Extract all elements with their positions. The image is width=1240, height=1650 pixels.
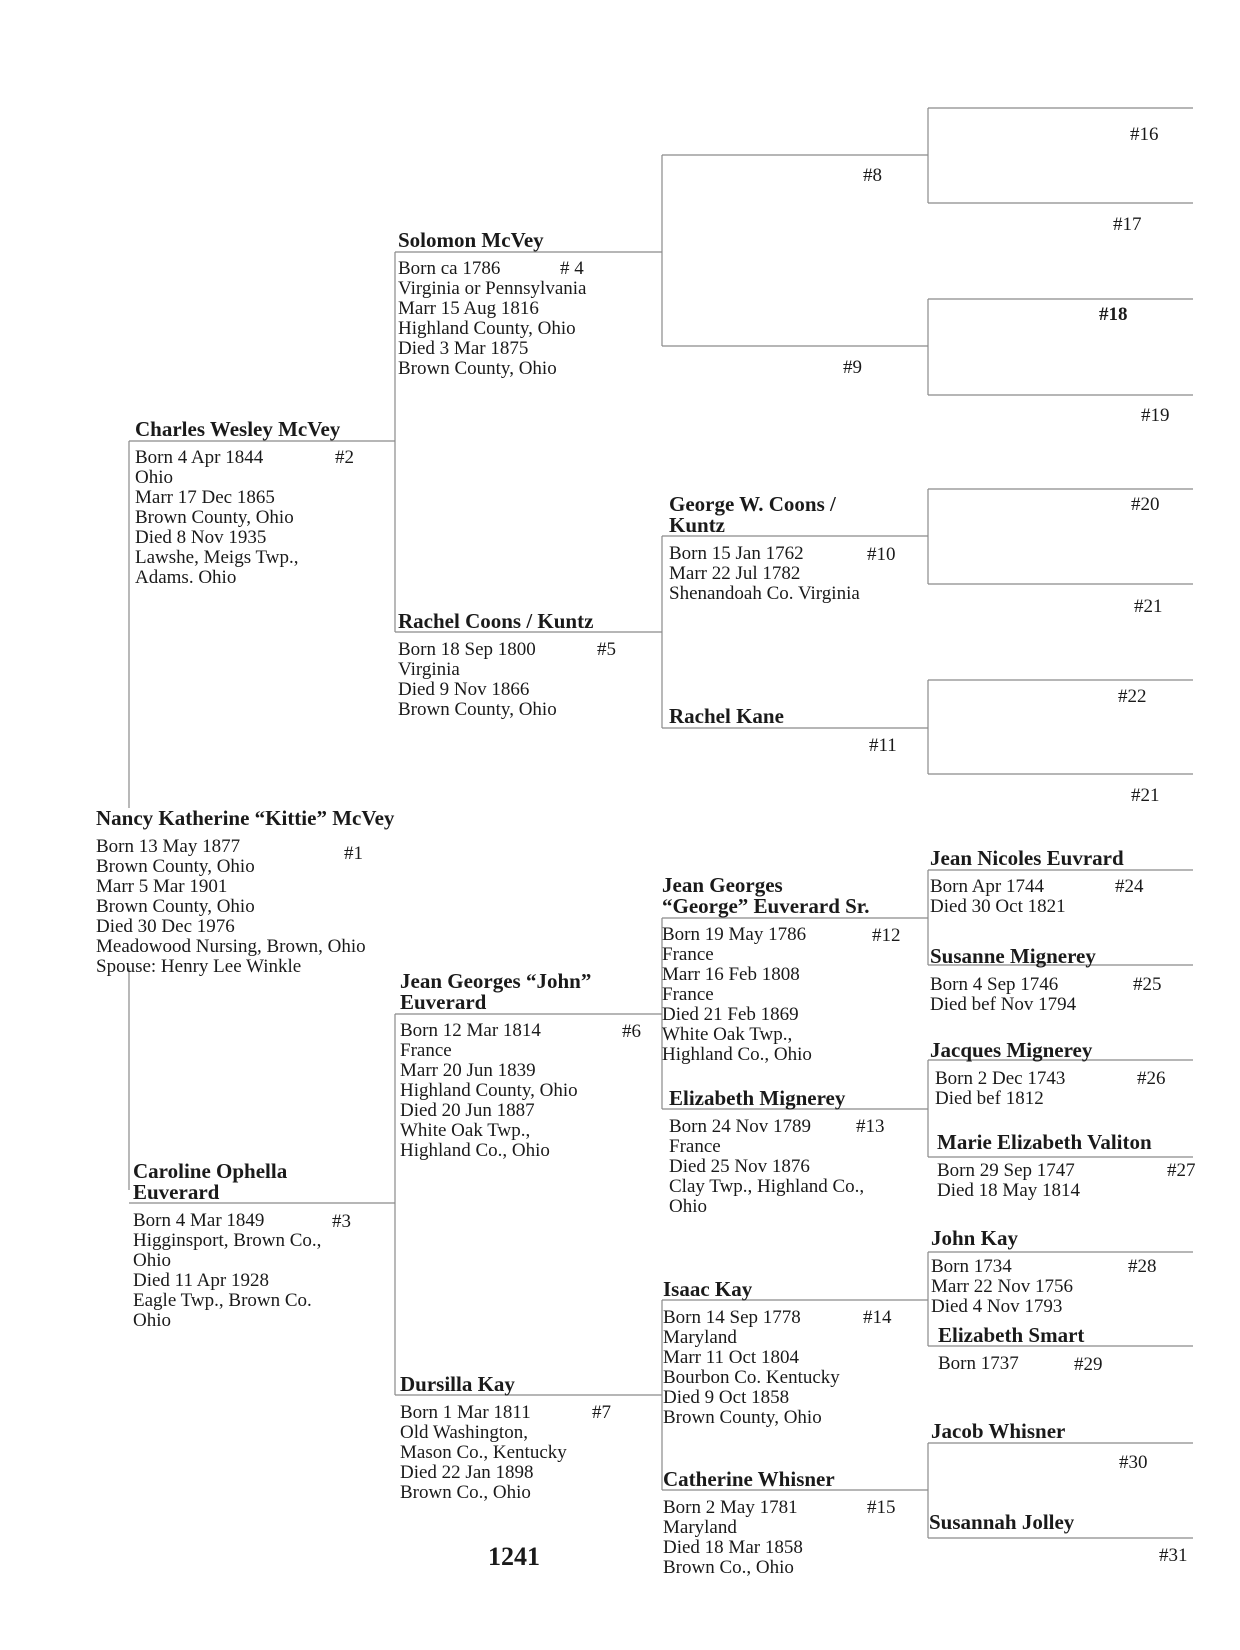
person-number: #10 [867,544,896,565]
detail-line: Bourbon Co. Kentucky [663,1367,840,1388]
person-name: Isaac Kay [663,1277,753,1301]
detail-line: Born 1737 [938,1353,1019,1374]
detail-line: Died 11 Apr 1928 [133,1270,269,1291]
person-number: #3 [332,1211,351,1232]
ancestor-number-19: #19 [1141,405,1170,426]
person-name: Rachel Kane [669,704,784,728]
person-number: #25 [1133,974,1162,995]
person-number: #27 [1167,1160,1196,1181]
detail-line: Maryland [663,1327,737,1348]
detail-line: Brown County, Ohio [398,358,557,379]
detail-line: Shenandoah Co. Virginia [669,583,860,604]
person-11 [669,704,897,756]
detail-line: Marr 22 Nov 1756 [931,1276,1073,1297]
person-number: #2 [335,447,354,468]
detail-line: Virginia or Pennsylvania [398,278,587,299]
detail-line: France [400,1040,452,1061]
person-number: #14 [863,1307,892,1328]
detail-line: Highland Co., Ohio [400,1140,550,1161]
detail-line: Brown County, Ohio [135,507,294,528]
detail-line: France [662,984,714,1005]
detail-line: Brown Co., Ohio [663,1557,794,1578]
detail-line: Highland County, Ohio [398,318,576,339]
detail-line: Born 1734 [931,1256,1012,1277]
detail-line: Marr 11 Oct 1804 [663,1347,799,1368]
person-number: #15 [867,1497,896,1518]
detail-line: Born 29 Sep 1747 [937,1160,1075,1181]
detail-line: Died 25 Nov 1876 [669,1156,810,1177]
detail-line: Ohio [669,1196,707,1217]
detail-line: Died 4 Nov 1793 [931,1296,1063,1317]
person-name: “George” Euverard Sr. [662,894,870,918]
person-number: #24 [1115,876,1144,897]
detail-line: Died 18 May 1814 [937,1180,1081,1201]
detail-line: Ohio [133,1250,171,1271]
detail-line: Died 30 Dec 1976 [96,916,235,937]
detail-line: Died 18 Mar 1858 [663,1537,803,1558]
person-26 [930,1038,1166,1109]
person-name: Catherine Whisner [663,1467,835,1491]
person-name: Elizabeth Smart [938,1323,1085,1347]
person-name: Nancy Katherine “Kittie” McVey [96,806,395,830]
person-name: George W. Coons / [669,492,836,516]
ancestor-number-8: #8 [863,165,882,186]
person-number: #31 [1159,1545,1188,1566]
person-name: Euverard [400,990,487,1014]
detail-line: Lawshe, Meigs Twp., [135,547,299,568]
detail-line: Born 4 Mar 1849 [133,1210,265,1231]
detail-line: Clay Twp., Highland Co., [669,1176,865,1197]
ancestor-number-22: #22 [1118,686,1147,707]
person-name: Jacob Whisner [931,1419,1066,1443]
person-name: Jean Georges “John” [400,969,592,993]
person-name: Dursilla Kay [400,1372,515,1396]
person-number: #28 [1128,1256,1157,1277]
page-number: 1241 [488,1542,540,1571]
person-number: #11 [869,735,897,756]
person-number: #6 [622,1021,641,1042]
detail-line: Born 14 Sep 1778 [663,1307,801,1328]
person-4 [398,230,586,379]
detail-line: France [669,1136,721,1157]
person-1 [96,808,394,977]
person-5 [398,609,616,720]
person-number: # 4 [560,258,584,279]
detail-line: Higginsport, Brown Co., [133,1230,322,1251]
person-number: #7 [592,1402,611,1423]
detail-line: Born 4 Sep 1746 [930,974,1059,995]
person-3 [133,1159,351,1331]
detail-line: Ohio [135,467,173,488]
detail-line: Died 9 Oct 1858 [663,1387,790,1408]
detail-line: Born 19 May 1786 [662,924,807,945]
detail-line: Marr 22 Jul 1782 [669,563,801,584]
ancestor-number-18: #18 [1099,304,1128,325]
detail-line: Died 22 Jan 1898 [400,1462,534,1483]
detail-line: France [662,944,714,965]
detail-line: Died 9 Nov 1866 [398,679,530,700]
person-number: #1 [344,843,363,864]
person-name: Kuntz [669,513,726,537]
person-28 [931,1226,1157,1317]
detail-line: Born ca 1786 [398,258,501,279]
person-name: Rachel Coons / Kuntz [398,609,594,633]
detail-line: Marr 15 Aug 1816 [398,298,539,319]
person-25 [930,944,1162,1015]
detail-line: Marr 17 Dec 1865 [135,487,275,508]
detail-line: Born 13 May 1877 [96,836,241,857]
ancestor-number-21b: #21 [1131,785,1160,806]
detail-line: Born Apr 1744 [930,876,1044,897]
person-name: Charles Wesley McVey [135,417,341,441]
detail-line: Eagle Twp., Brown Co. [133,1290,312,1311]
person-name: Jean Nicoles Euvrard [930,846,1124,870]
detail-line: Marr 16 Feb 1808 [662,964,800,985]
detail-line: Old Washington, [400,1422,528,1443]
person-name: Susanne Mignerey [930,944,1096,968]
detail-line: Born 18 Sep 1800 [398,639,536,660]
person-15 [663,1467,896,1578]
person-name: Jacques Mignerey [930,1038,1093,1062]
detail-line: Marr 20 Jun 1839 [400,1060,536,1081]
person-27 [937,1130,1196,1201]
detail-line: Born 4 Apr 1844 [135,447,264,468]
person-2 [135,417,354,588]
person-name: Elizabeth Mignerey [669,1086,846,1110]
person-name: Euverard [133,1180,220,1204]
person-10 [669,492,896,604]
detail-line: Marr 5 Mar 1901 [96,876,228,897]
person-31 [929,1510,1188,1566]
detail-line: Born 2 May 1781 [663,1497,798,1518]
detail-line: Born 24 Nov 1789 [669,1116,811,1137]
detail-line: Born 15 Jan 1762 [669,543,804,564]
person-14 [663,1277,892,1428]
person-7 [400,1372,611,1503]
detail-line: Died bef Nov 1794 [930,994,1077,1015]
detail-line: Adams. Ohio [135,567,237,588]
person-number: #5 [597,639,616,660]
detail-line: Born 2 Dec 1743 [935,1068,1066,1089]
detail-line: Brown Co., Ohio [400,1482,531,1503]
detail-line: Died 3 Mar 1875 [398,338,529,359]
person-number: #13 [856,1116,885,1137]
person-name: Jean Georges [662,873,783,897]
person-12 [662,873,901,1065]
detail-line: Born 12 Mar 1814 [400,1020,541,1041]
detail-line: Maryland [663,1517,737,1538]
person-name: Caroline Ophella [133,1159,288,1183]
person-name: Solomon McVey [398,228,544,252]
detail-line: Died bef 1812 [935,1088,1044,1109]
person-number: #29 [1074,1354,1103,1375]
person-name: John Kay [931,1226,1018,1250]
detail-line: Brown County, Ohio [663,1407,822,1428]
person-number: #30 [1119,1452,1148,1473]
person-29 [938,1323,1103,1375]
person-name: Susannah Jolley [929,1510,1075,1534]
detail-line: Spouse: Henry Lee Winkle [96,956,302,977]
person-name: Marie Elizabeth Valiton [937,1130,1152,1154]
detail-line: Highland County, Ohio [400,1080,578,1101]
ancestor-number-20: #20 [1131,494,1160,515]
ancestor-number-17: #17 [1113,214,1142,235]
detail-line: White Oak Twp., [662,1024,793,1045]
detail-line: Brown County, Ohio [96,896,255,917]
detail-line: Virginia [398,659,460,680]
ancestor-number-21: #21 [1134,596,1163,617]
detail-line: White Oak Twp., [400,1120,531,1141]
detail-line: Died 20 Jun 1887 [400,1100,535,1121]
person-30 [931,1419,1148,1473]
detail-line: Born 1 Mar 1811 [400,1402,531,1423]
detail-line: Brown County, Ohio [96,856,255,877]
person-6 [400,969,641,1161]
ancestor-number-16: #16 [1130,124,1159,145]
detail-line: Died 21 Feb 1869 [662,1004,799,1025]
detail-line: Brown County, Ohio [398,699,557,720]
detail-line: Meadowood Nursing, Brown, Ohio [96,936,366,957]
detail-line: Died 30 Oct 1821 [930,896,1066,917]
detail-line: Mason Co., Kentucky [400,1442,567,1463]
person-13 [669,1086,885,1217]
detail-line: Died 8 Nov 1935 [135,527,267,548]
person-24 [930,846,1144,917]
detail-line: Highland Co., Ohio [662,1044,812,1065]
person-number: #26 [1137,1068,1166,1089]
ancestor-number-9: #9 [843,357,862,378]
detail-line: Ohio [133,1310,171,1331]
person-number: #12 [872,925,901,946]
